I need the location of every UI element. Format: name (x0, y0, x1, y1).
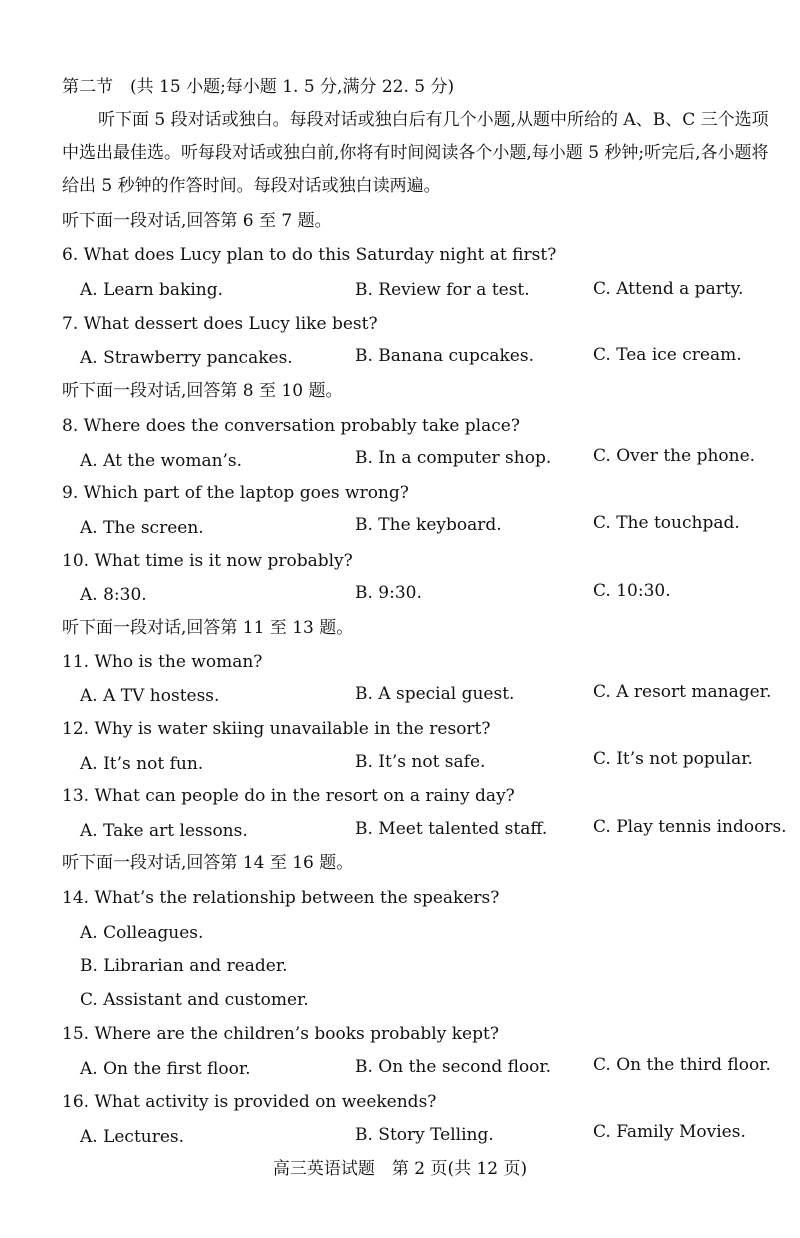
question-6-option-b: B. Review for a test. (355, 280, 530, 300)
group-label: 听下面一段对话,回答第 14 至 16 题。 (62, 853, 354, 873)
question-10-option-a: A. 8:30. (80, 585, 147, 605)
question-12-option-a: A. It’s not fun. (80, 754, 204, 774)
question-10-option-c: C. 10:30. (593, 581, 671, 601)
group-label: 听下面一段对话,回答第 8 至 10 题。 (62, 381, 343, 401)
question-7: 7. What dessert does Lucy like best? (62, 314, 378, 334)
question-14-option-b: B. Librarian and reader. (80, 956, 288, 976)
question-10-option-b: B. 9:30. (355, 583, 422, 603)
question-6-option-c: C. Attend a party. (593, 279, 744, 299)
question-15: 15. Where are the children’s books probably kept? (62, 1024, 499, 1044)
question-7-option-b: B. Banana cupcakes. (355, 346, 534, 366)
page-footer: 高三英语试题 第 2 页(共 12 页) (272, 1159, 528, 1179)
question-11-option-a: A. A TV hostess. (80, 686, 220, 706)
group-label: 听下面一段对话,回答第 6 至 7 题。 (62, 211, 332, 231)
question-12: 12. Why is water skiing unavailable in the resort? (62, 719, 491, 739)
question-10: 10. What time is it now probably? (62, 551, 353, 571)
question-12-option-b: B. It’s not safe. (355, 752, 486, 772)
question-8-option-b: B. In a computer shop. (355, 448, 552, 468)
section-instructions: 听下面 5 段对话或独白。每段对话或独白后有几个小题,从题中所给的 A、B、C 三个选项中选出最佳选。听每段对话或独白前,你将有时间阅读各个小题,每小题 5 秒钟;听完后,各小题将给出 5 秒钟的作答时间。每段对话或独白读两遍。 (62, 110, 769, 196)
question-8: 8. Where does the conversation probably take place? (62, 416, 520, 436)
question-11-option-b: B. A special guest. (355, 684, 515, 704)
group-label: 听下面一段对话,回答第 11 至 13 题。 (62, 618, 354, 638)
question-11-option-c: C. A resort manager. (593, 682, 772, 702)
question-9-option-b: B. The keyboard. (355, 515, 502, 535)
question-16-option-b: B. Story Telling. (355, 1125, 494, 1145)
question-11: 11. Who is the woman? (62, 652, 263, 672)
question-6: 6. What does Lucy plan to do this Saturday night at first? (62, 245, 557, 265)
question-15-option-b: B. On the second floor. (355, 1057, 552, 1077)
question-8-option-c: C. Over the phone. (593, 446, 756, 466)
question-13: 13. What can people do in the resort on a rainy day? (62, 786, 515, 806)
question-16-option-c: C. Family Movies. (593, 1122, 746, 1142)
question-14-option-c: C. Assistant and customer. (80, 990, 309, 1010)
question-12-option-c: C. It’s not popular. (593, 749, 753, 769)
question-7-option-c: C. Tea ice cream. (593, 345, 742, 365)
question-9-option-a: A. The screen. (80, 518, 204, 538)
question-7-option-a: A. Strawberry pancakes. (80, 348, 293, 368)
question-8-option-a: A. At the woman’s. (80, 451, 243, 471)
question-9: 9. Which part of the laptop goes wrong? (62, 483, 409, 503)
question-15-option-a: A. On the first floor. (80, 1059, 251, 1079)
question-13-option-c: C. Play tennis indoors. (593, 817, 787, 837)
question-9-option-c: C. The touchpad. (593, 513, 740, 533)
section-title: 第二节 (共 15 小题;每小题 1. 5 分,满分 22. 5 分) (62, 77, 455, 97)
question-13-option-a: A. Take art lessons. (80, 821, 248, 841)
question-14: 14. What’s the relationship between the speakers? (62, 888, 500, 908)
question-15-option-c: C. On the third floor. (593, 1055, 771, 1075)
question-16-option-a: A. Lectures. (80, 1127, 185, 1147)
question-13-option-b: B. Meet talented staff. (355, 819, 548, 839)
question-14-option-a: A. Colleagues. (80, 923, 204, 943)
question-6-option-a: A. Learn baking. (80, 280, 224, 300)
question-16: 16. What activity is provided on weekends? (62, 1092, 437, 1112)
